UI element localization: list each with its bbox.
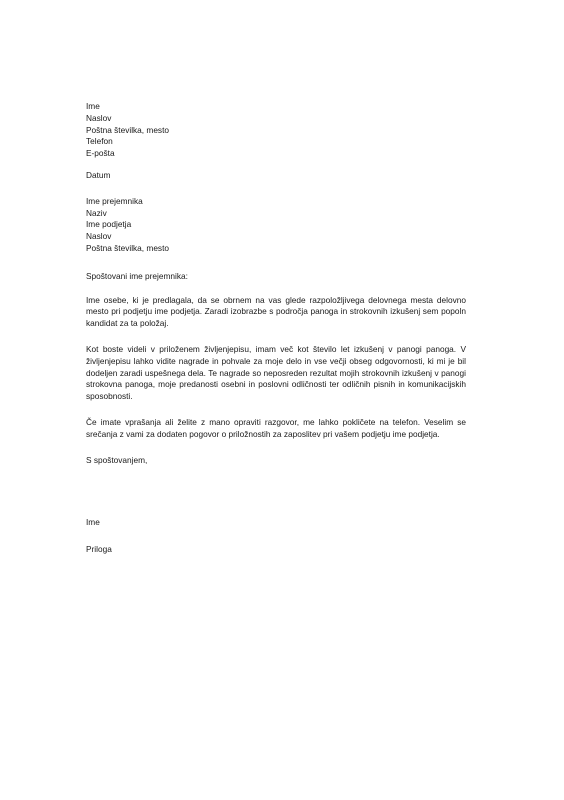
body-paragraph-2: Kot boste videli v priloženem življenjepisu, imam več kot število let izkušenj v panogi panoga. V življenjepisu lahko vidite nagrade in pohvale za moje delo in vse večji obseg odgovornosti, ki mi je bil dodeljen zaradi uspešnega dela. Te nagrade so neposreden rezultat mojih strokovnih izkušenj v panogi strokovna panoga, moje predanosti osebni in poslovni odličnosti ter odličnih pisnih in komunikacijskih sposobnosti. — [86, 343, 466, 402]
sender-name: Ime — [86, 101, 100, 111]
body-paragraph-1: Ime osebe, ki je predlagala, da se obrnem na vas glede razpoložljivega delovnega mesta delovno mesto pri podjetju ime podjetja. Zaradi izobrazbe s področja panoga in strokovnih izkušenj sem popoln kandidat za ta položaj. — [86, 294, 466, 329]
sender-title: Naslov — [86, 112, 112, 123]
sender-email: E-pošta — [86, 148, 115, 159]
letter-date: Datum — [86, 169, 111, 180]
enclosure: Priloga — [86, 544, 112, 555]
letter-body — [86, 101, 466, 556]
signature-name: Ime — [86, 517, 100, 528]
recipient-postal: Poštna številka, mesto — [86, 242, 170, 253]
body-paragraph-3: Če imate vprašanja ali želite z mano opraviti razgovor, me lahko pokličete na telefon. Veselim se srečanja z vami za dodaten pogovor o priložnostih za zaposlitev pri vašem podjetju ime podjetja. — [86, 416, 466, 439]
sender-postal: Poštna številka, mesto — [86, 124, 170, 135]
recipient-block — [86, 196, 466, 255]
recipient-title: Naziv — [86, 207, 107, 218]
closing: S spoštovanjem, — [86, 454, 148, 465]
salutation: Spoštovani ime prejemnika: — [86, 270, 188, 281]
recipient-address: Naslov — [86, 231, 112, 242]
sender-block — [86, 101, 466, 160]
sender-phone: Telefon — [86, 136, 113, 147]
recipient-company: Ime podjetja — [86, 219, 132, 230]
recipient-name: Ime prejemnika — [86, 195, 143, 206]
